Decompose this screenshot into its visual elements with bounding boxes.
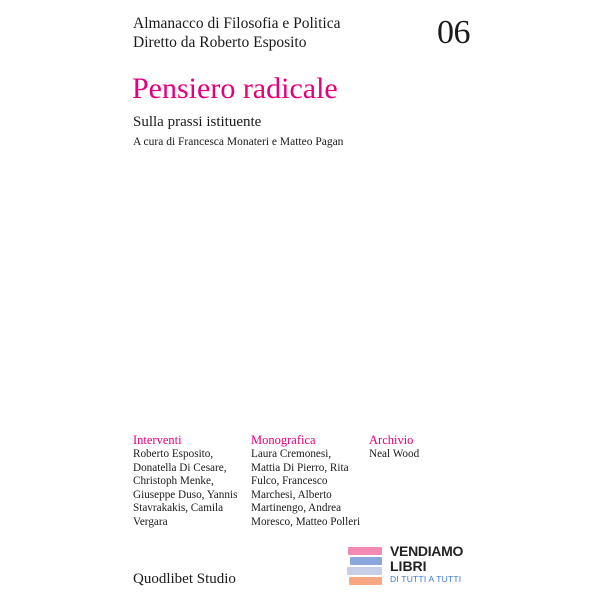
series-director: Diretto da Roberto Esposito [133, 34, 307, 51]
contributor-line: Donatella Di Cesare, [133, 461, 227, 474]
watermark-line1: VENDIAMO [390, 543, 464, 559]
section-monografica [251, 433, 363, 530]
section-interventi [133, 433, 245, 530]
section-archivio [369, 433, 449, 462]
contributor-line: Martinengo, Andrea [251, 502, 342, 515]
watermark-badge [346, 544, 466, 588]
issue-number: 06 [437, 14, 470, 51]
contributor-line: Christoph Menke, [133, 475, 214, 488]
contributor-line: Stavrakakis, Camila [133, 502, 224, 515]
contributor-line: Vergara [133, 515, 168, 528]
section-heading: Monografica [251, 433, 316, 447]
contributor-line: Mattia Di Pierro, Rita [251, 461, 349, 474]
contributor-line: Marchesi, Alberto [251, 488, 332, 501]
watermark-tagline: DI TUTTI A TUTTI [390, 574, 462, 584]
contributor-line: Neal Wood [369, 448, 420, 460]
contributor-line: Roberto Esposito, [133, 448, 214, 460]
book-subtitle: Sulla prassi istituente [133, 114, 262, 130]
editors-line: A cura di Francesca Monateri e Matteo Pagan [133, 136, 344, 148]
section-heading: Interventi [133, 433, 182, 447]
contributor-line: Fulco, Francesco [251, 475, 328, 488]
publisher-name: Quodlibet Studio [133, 571, 236, 587]
watermark-line2: LIBRI [390, 558, 427, 574]
section-heading: Archivio [369, 433, 414, 447]
series-name: Almanacco di Filosofia e Politica [133, 15, 341, 32]
stacked-books-icon [346, 544, 386, 588]
contributor-line: Moresco, Matteo Polleri [251, 515, 361, 528]
series-info [133, 14, 340, 52]
book-title: Pensiero radicale [132, 72, 338, 105]
contributor-line: Laura Cremonesi, [251, 448, 332, 460]
watermark-text [390, 544, 463, 585]
contributor-line: Giuseppe Duso, Yannis [133, 488, 238, 501]
